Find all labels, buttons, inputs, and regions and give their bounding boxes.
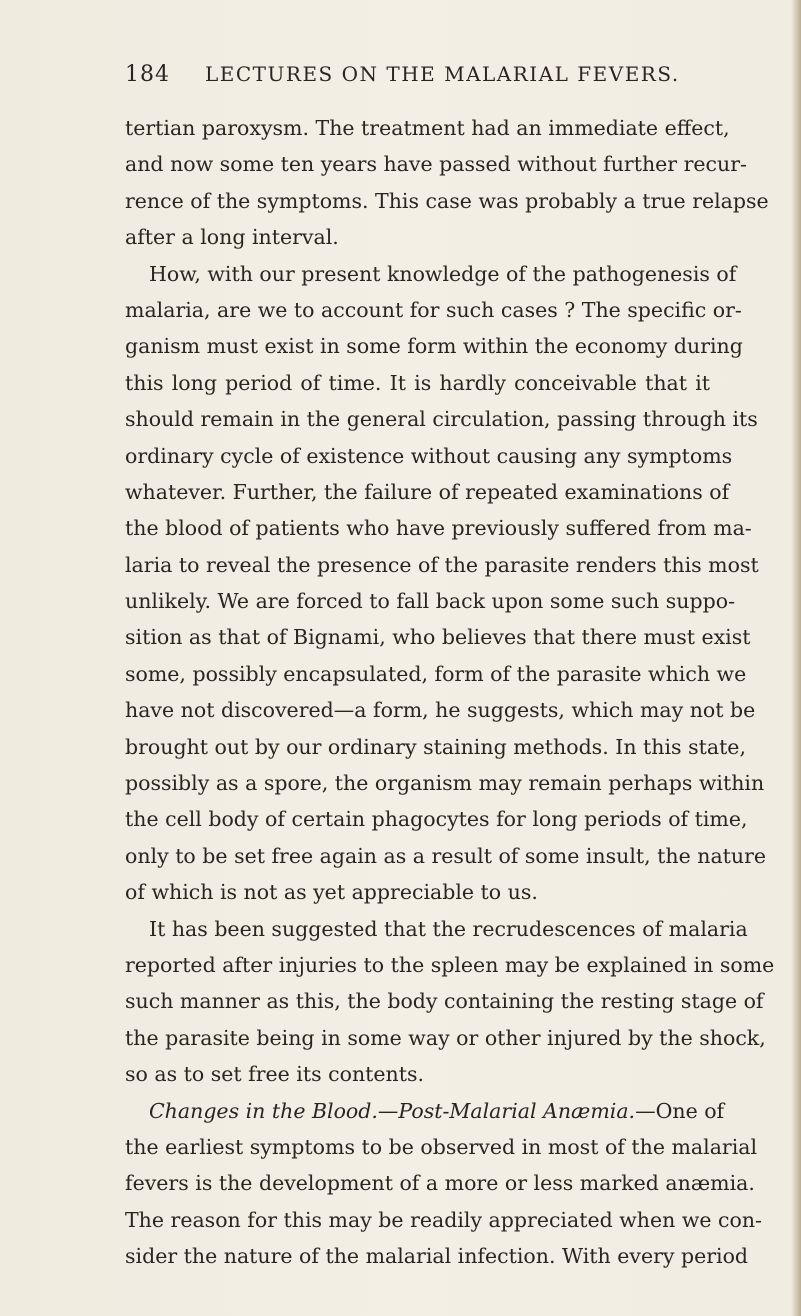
text-line: sider the nature of the malarial infection. With every period [125,1244,749,1269]
text-line: after a long interval. [125,225,339,250]
text-line: How, with our present knowledge of the pathogenesis of [149,261,737,286]
text-line: sition as that of Bignami, who believes that there must exist [125,625,751,650]
text-line: the cell body of certain phagocytes for long periods of time, [125,807,748,832]
body-text [125,110,775,1275]
page-edge [791,0,801,1316]
section-heading-line [125,1093,725,1129]
section-heading: Changes in the Blood.—Post-Malarial Anæmia. [149,1098,636,1123]
text-line: whatever. Further, the failure of repeated examinations of [125,479,730,504]
text-line: only to be set free again as a result of some insult, the nature [125,843,767,868]
text-line: fevers is the development of a more or less marked anæmia. [125,1171,755,1196]
text-line: possibly as a spore, the organism may remain perhaps within [125,771,765,796]
text-line: the parasite being in some way or other injured by the shock, [125,1025,766,1050]
text-line: unlikely. We are forced to fall back upon some such suppo- [125,589,736,614]
text-line: and now some ten years have passed without further recur- [125,152,747,177]
text-line: tertian paroxysm. The treatment had an immediate effect, [125,116,730,140]
text-line: laria to reveal the presence of the parasite renders this most [125,552,759,577]
text-line: It has been suggested that the recrudescences of malaria [149,916,748,941]
text-line: ganism must exist in some form within the economy during [125,334,743,359]
text-line: the blood of patients who have previously suffered from ma- [125,516,752,541]
text-line: such manner as this, the body containing the resting stage of [125,989,764,1014]
text-line: malaria, are we to account for such cases ? The specific or- [125,297,742,322]
page-number: 184 [125,62,170,87]
running-head: LECTURES ON THE MALARIAL FEVERS. [205,62,680,86]
text-line: have not discovered—a form, he suggests, which may not be [125,698,756,723]
text-line: of which is not as yet appreciable to us. [125,880,538,905]
text-line: so as to set free its contents. [125,1062,425,1087]
text-line: The reason for this may be readily appreciated when we con- [125,1207,762,1232]
page-header [125,62,705,92]
text-line: reported after injuries to the spleen may be explained in some [125,952,775,977]
section-heading-rest: —One of [635,1098,725,1123]
text-line: this long period of time. It is hardly conceivable that it [125,370,710,395]
text-line: brought out by our ordinary staining methods. In this state, [125,734,746,759]
text-line: ordinary cycle of existence without causing any symptoms [125,443,733,468]
text-line: the earliest symptoms to be observed in most of the malarial [125,1134,758,1159]
text-line: some, possibly encapsulated, form of the parasite which we [125,661,747,686]
text-line: should remain in the general circulation, passing through its [125,407,758,432]
text-line: rence of the symptoms. This case was probably a true relapse [125,188,769,213]
